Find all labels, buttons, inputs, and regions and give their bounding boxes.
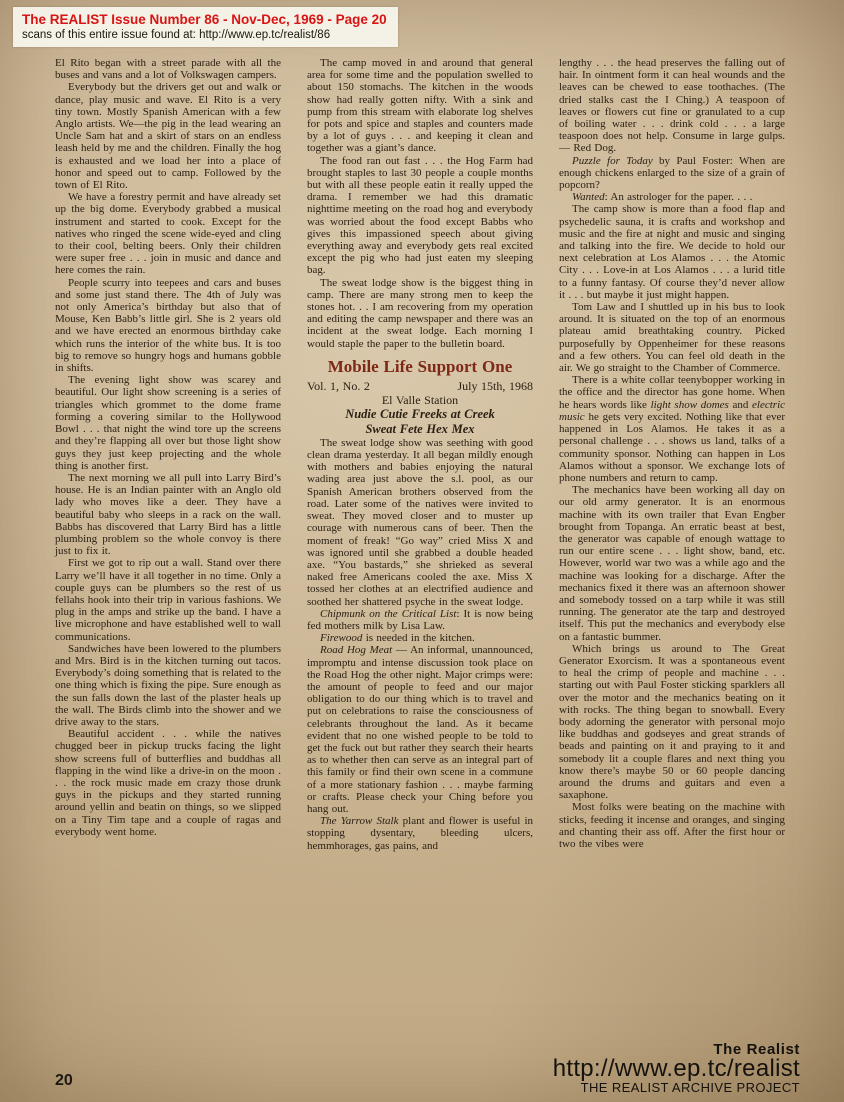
paragraph: El Rito began with a street parade with all the buses and vans and a lot of Volkswagen campers. — [55, 57, 281, 82]
paragraph: Which brings us around to The Great Generator Exorcism. It was a spontaneous event to heal the crimp of people and machine . . . starting out with Paul Foster sticking sparklers all over the motor and the mechanics beating on it with rocks. The thing began to snowball. Every body adorning the generator with personal mojo like buddhas and godseyes and great strands of beads and painting on it and praying to it and somebody lit a couple flares and next thing you know there’s maybe 50 or 60 people dancing around the drums and guitars and even a saxaphone. — [559, 642, 785, 802]
issue-title: The REALIST Issue Number 86 - Nov-Dec, 1969 - Page 20 — [22, 12, 387, 27]
paragraph: The camp moved in and around that general area for some time and the population swelled to about 150 stomachs. The kitchen in the woods show had really gotten nifty. With a sink and pump from this stream with elaborate log shelves for pots and spice and staples and counters made by a lot of guys . . . and keeping it clean and together was a giant’s dance. — [307, 57, 533, 155]
column-1 — [55, 57, 281, 852]
newsletter-subhead: Nudie Cutie Freeks at Creek — [345, 406, 495, 421]
newsletter-date: July 15th, 1968 — [457, 378, 533, 393]
paragraph: Tom Law and I shuttled up in his bus to look around. It is situated on the top of an enormous plateau amid breathtaking country. Picked purposefully by Oppenheimer for these reasons and a few others. You can feel old death in the air. We go straight to the Chamber of Commerce. — [559, 301, 785, 375]
newsletter-volume: Vol. 1, No. 2 — [307, 378, 370, 393]
paragraph: There is a white collar teenybopper working in the office and the director has gone home. When he hears words like light show domes and electric music he gets very excited. Nothing like that ever happened in Los Alamos. He takes it as a personal challenge . . . shows us land, talks of a community sponsor. Nothing can happen in Los Alamos without a sponsor. We exchange lots of phone numbers and return to camp. — [559, 374, 786, 484]
paragraph: We have a forestry permit and have already set up the big dome. Everybody grabbed a musical instrument and started to cook. Except for the natives who ringed the scene wide-eyed and cling to their cool, belting beers. Only their children were super free . . . join in music and dance and here comes the rain. — [55, 191, 281, 277]
paragraph: The sweat lodge show is the biggest thing in camp. There are many strong men to keep the stones hot. . . I am recovering from my operation and editing the camp newspaper and there was an incident at the sweat lodge. Each morning I would staple the paper to the bulletin board. — [307, 276, 533, 350]
paragraph: Puzzle for Today by Paul Foster: When are enough chickens enlarged to the size of a grain of popcorn? — [559, 154, 785, 192]
column-3 — [559, 57, 785, 852]
paragraph: Everybody but the drivers get out and walk or dance, play music and wave. El Rito is a very tiny town. Mostly Spanish American with a few Anglo artists. We—the pig in the lead wearing an Uncle Sam hat and a skirt of stars on an endless leash held by me and the children. Finally the hog is exhausted and we load her into a place of honor and speed out to camp. Followed by the town of El Rito. — [55, 81, 281, 192]
paragraph: The camp show is more than a food flap and psychedelic sauna, it is crafts and workshop and music and the fire at night and music and singing and talking into the fire. We decide to hold our next celebration at Los Alamos . . . the Atomic City . . . Love-in at Los Alamos . . . a lurid title to a funny fantasy. Of course they’d never allow it . . . but maybe it just might happen. — [559, 203, 785, 301]
paragraph: Sandwiches have been lowered to the plumbers and Mrs. Bird is in the kitchen turning out tacos. Everybody’s doing something that is related to the one thing which is fixing the pipe. Sure enough as the sun falls down the last of the plaster heals up the wall. The Birds climb into the shower and we drive away to the stars. — [55, 642, 281, 728]
archive-footer — [553, 1042, 800, 1095]
paragraph: Wanted: An astrologer for the paper. . . . — [572, 191, 753, 204]
newsletter-station: El Valle Station — [381, 392, 459, 407]
archive-url: http://www.ep.tc/realist — [552, 1055, 800, 1082]
realist-logo: The Realist — [713, 1041, 800, 1058]
paragraph: The sweat lodge show was seething with good clean drama yesterday. It all began mildly enough with mothers and babies enjoying the natural wading area just above the s.l. pool, as our Spanish American brothers observed from the road. Later some of the natives were invited to sweat. They moved closer and to muster up courage with numerous cans of beer. Then the moment of freak! “Go way” cried Miss X and was ignored until she grabbed a double headed axe. “You bastards,” she shrieked as several naked free Americans cooled the axe. Miss X tossed her clothes at an electrified audience and soothed her shattered psyche in the sweat lodge. — [307, 436, 533, 608]
paragraph: First we got to rip out a wall. Stand over there Larry we’ll have it all together in no time. Only a couple guys can be plumbers so the rest of us fellahs hook into their trip in various fashions. We plug in the amps and strike up the band. I have a live microphone and have established well to wall communications. — [55, 557, 281, 643]
page-content — [55, 57, 785, 852]
newsletter-title: Mobile Life Support One — [327, 356, 513, 376]
paragraph: The Yarrow Stalk plant and flower is useful in stopping dysentary, bleeding ulcers, hemmhorages, gas pains, and — [307, 815, 533, 852]
paragraph: Road Hog Meat — An informal, unannounced, impromptu and intense discussion took place on the Road Hog the other night. Major crimps were: the amount of people to feed and our major obligation to do our thing which is to travel and put on celebrations to raise the consciousness of celebrants throughout the land. As it became evident that no one wished people to be told to get the fuck out but rather they search their hearts as to whether then can serve as an integral part of this family or find their own scene in a commune of a more stationary fashion . . . maybe farming or crafts. Please check your Ching before you hang out. — [307, 644, 534, 815]
column-2 — [307, 57, 533, 852]
paragraph: The mechanics have been working all day on our old army generator. It is an enormous machine with its own trailer that Evan Engber brought from Topanga. An erratic beast at best, the generator was capable of enough wattage to run our entire scene . . . light show, band, etc. However, world war two was a while ago and the machine was looking for a discharge. After the mechanics fixed it there was an afternoon shower and somebody tossed on a tarp while it was still running. The generator ate the tarp and destroyed itself. This put the mechanics and everybody else on a fantastic bummer. — [559, 484, 785, 643]
paragraph: The food ran out fast . . . the Hog Farm had brought staples to last 30 people a couple months but with all these people eatin it really upped the drama. I remember we had this dramatic nighttime meeting on the road hog and everybody was worried about the food except Babbs who gives this impassioned speech about giving everything away and everybody gets real excited except the pig who had just eaten my sleeping bag. — [307, 154, 533, 277]
scan-source-note: scans of this entire issue found at: http://www.ep.tc/realist/86 — [22, 29, 331, 41]
paragraph: Firewood is needed in the kitchen. — [320, 632, 475, 645]
paragraph: Beautiful accident . . . while the natives chugged beer in pickup trucks facing the light show screens full of butterflies and buddhas all flapping in the wind like a drive-in on the moon . . . the rock music made em crazy those drunk guys in the pickups and they started running around yellin and beatin on things, so we slipped on a Tiny Tim tape and a couple of ragas and everybody went home. — [55, 728, 281, 838]
paragraph: Most folks were beating on the machine with sticks, feeding it incense and oranges, and singing and chanting their ass off. After the first hour or two the vibes were — [559, 801, 785, 850]
paragraph: People scurry into teepees and cars and buses and some just stand there. The 4th of July was not only America’s birthday but also that of Mouse, Ken Babb’s little girl. She is 2 years old and we have erected an enormous birthday cake which runs the interior of the white bus. It is too big to remove so hungry hogs and humans gobble in shifts. — [55, 276, 281, 375]
archive-header — [13, 7, 398, 47]
newsletter-masthead — [307, 379, 533, 393]
page-number: 20 — [55, 1072, 73, 1089]
paragraph: Chipmunk on the Critical List: It is now being fed mothers milk by Lisa Law. — [307, 607, 533, 632]
newsletter-subhead: Sweat Fete Hex Mex — [365, 421, 475, 436]
paragraph: lengthy . . . the head preserves the falling out of hair. In ointment form it can heal wounds and the leaves can be chewed to ease toothaches. (The dried stalks cast the I Ching.) A teaspoon of leaves or flowers cut fine or granulated to a cup of boiling water . . . drink cold . . . a large teaspoon does not help. Consume in large gulps. — Red Dog. — [559, 57, 785, 155]
paragraph: The evening light show was scarey and beautiful. Our light show screening is a series of triangles which grommet to the dome frame forming a covering similar to the Hollywood Bowl . . . that night the wind tore up the screens and they’re flapping all over but those light show guys they just keep projecting and the whole thing is another first. — [55, 374, 281, 472]
paragraph: The next morning we all pull into Larry Bird’s house. He is an Indian painter with an Anglo old lady who moves like a deer. They have a beautiful baby who sleeps in a rack on the wall. Babbs has discovered that Larry Bird has a little plumbing problem so the whole convoy is there just to fix it. — [55, 471, 281, 558]
archive-project-label: THE REALIST ARCHIVE PROJECT — [580, 1080, 800, 1095]
